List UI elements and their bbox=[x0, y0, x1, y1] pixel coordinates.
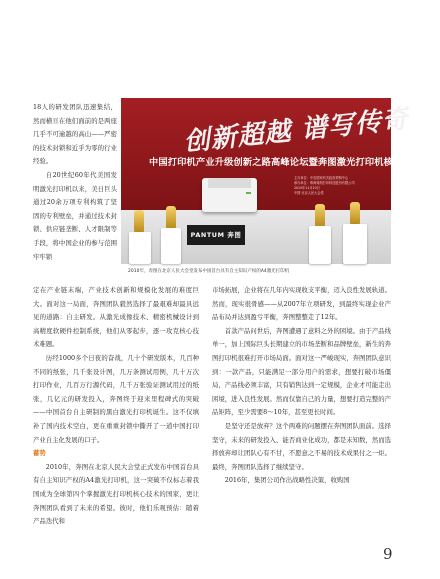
right-column bbox=[212, 284, 391, 488]
trophy bbox=[315, 204, 325, 226]
pedestal bbox=[161, 228, 181, 264]
organizer-line: 承办单位：珠海赛纳打印科技股份有限公司 bbox=[294, 181, 355, 185]
body-paragraph: 2010年，奔图在北京人民大会堂正式发布中国首台具有自主知识产权的A4激光打印机，这一突破不仅标志着我国成为全球第四个掌握激光打印机核心技术的国家，更让奔图团队看到了未来的希望。彼时，他们乐观预估：随着产品迭代和 bbox=[33, 462, 199, 526]
trophy bbox=[134, 210, 144, 232]
backdrop-headline: 中国打印机产业升级创新之路高峰论坛暨奔图激光打印机核心技术发布 bbox=[149, 157, 440, 168]
brand-plate bbox=[187, 225, 245, 245]
body-paragraph: 首款产品问世后，奔图遭遇了意料之外的困境。由于产品线单一，加上国际巨头长期建立的市场垄断和品牌壁垒，新生的奔图打印机很难打开市场局面。面对这一严峻现实，奔图团队意识到：一款产品，只能满足一部分用户的需求，想要打破市场僵局，产品线必须丰富，只有销售达到一定规模，企业才可能走出困境，进入良性发展。然而仅靠自己的力量，想要打造完整的产品矩阵，至少需要8～10年，甚至更长时间。 bbox=[212, 326, 391, 417]
body-paragraph: 是坚守还是放弃？这个两难的问题摆在奔图团队面前。选择坚守，未来的研发投入、能否商业化成功，都是未知数，然而选择放弃却让团队心有不甘，不愿意之不易的技术成果付之一炬。最终，奔图团队选择了继续坚守。 bbox=[212, 421, 391, 471]
body-paragraph: 2016年，集团公司作出战略性决策，收购国 bbox=[224, 476, 350, 485]
photo-caption: 2010年，奔图在北京人民大会堂发布中国首台具有自主知识产权的A4激光打印机 bbox=[128, 269, 290, 274]
trophy bbox=[350, 202, 360, 224]
organizer-line: 中国·北京人民大会堂 bbox=[294, 191, 324, 195]
body-paragraph: 历经1000多个日夜的奋战，几十个研发版本，几百种不同的纸张，几千张设计图，几万条测试用例，几十万次打印作业，几百万行源代码，几千万张验证测试用过的纸张，几亿元的研发投入，奔图终于迎来里程碑式的突破——中国首台自主研制的黑白激光打印机诞生。这不仅填补了国内技术空白，更在重重封锁中撕开了一道中国打印产业自主化发展的口子。 bbox=[33, 353, 199, 444]
backdrop-organizer-text bbox=[294, 176, 390, 196]
body-paragraph: 市场拓展，企业将在几年内实现收支平衡，迈入良性发展轨道。然而，现实很骨感——从2007年立项研发，到最终实现企业产品布局并达到盈亏平衡，奔图整整走了12年。 bbox=[212, 286, 391, 322]
event-photo bbox=[121, 98, 440, 264]
pedestal bbox=[309, 226, 331, 264]
organizer-line: 主办单位：中央国家机关政府采购中心 bbox=[294, 176, 349, 180]
pedestal bbox=[129, 232, 151, 264]
body-paragraph: 定在产业链末端，产业技术创新和规模化发展的难度巨大。面对这一局面，奔图团队毅然选择了最艰难却最具远见的道路：自主研发。从激光成像技术、精密机械设计到高精度软硬件控制系统，他们从零起步，逐一攻克核心技术难题。 bbox=[33, 286, 199, 349]
calligraphy-slogan: 创新超越 谱写传奇 bbox=[182, 104, 411, 158]
intro-column bbox=[33, 101, 117, 264]
printer-status-light bbox=[246, 192, 251, 194]
brand-logo: PANTUM 奔图 bbox=[190, 231, 242, 239]
section-heading: 蓄势 bbox=[33, 449, 46, 458]
laser-printer-image bbox=[202, 178, 257, 212]
left-column bbox=[33, 284, 199, 529]
intro-paragraph-2: 自20世纪60年代美国发明激光打印机以来，美日巨头通过20余万项专利构筑了坚固的专利壁垒，并通过技术封锁、供应链垄断、人才限制等手段，将中国企业的参与范围牢牢锁 bbox=[33, 170, 117, 261]
trophy bbox=[166, 206, 176, 228]
printer-output-tray bbox=[208, 178, 251, 188]
pedestal bbox=[343, 224, 367, 264]
page-number: 9 bbox=[383, 545, 393, 563]
intro-paragraph-1: 18人的研发团队迅速集结，然而横亘在他们面前的是两座几乎不可逾越的高山——严密的技术封锁和近乎为零的行业经验。 bbox=[33, 103, 117, 166]
organizer-line: 2010年11月20日 bbox=[294, 186, 320, 190]
